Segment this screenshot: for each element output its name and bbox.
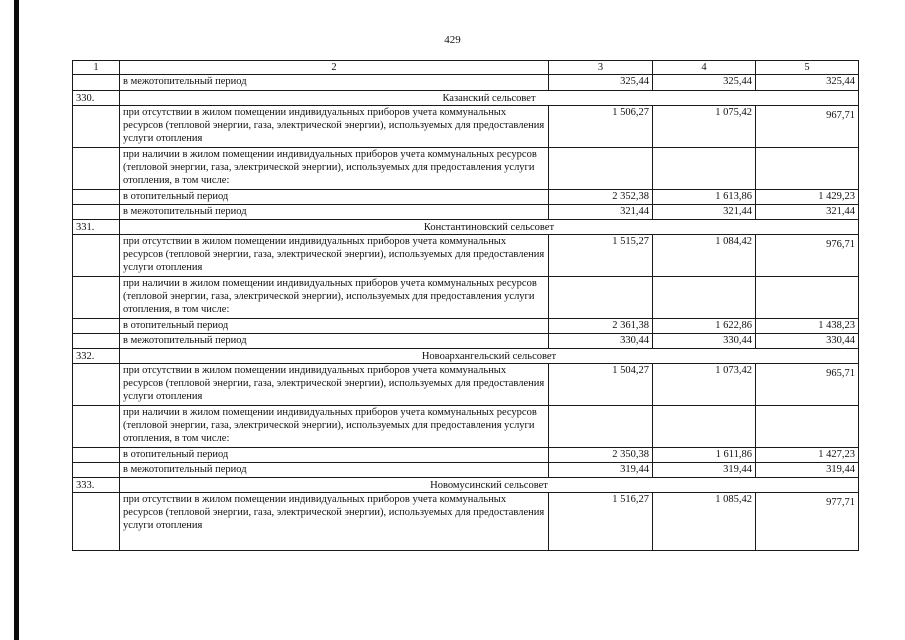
tariff-table (72, 60, 859, 551)
table-row (73, 75, 859, 91)
section-title: Новомусинский сельсовет (120, 478, 859, 493)
value-col-5: 321,44 (756, 205, 859, 220)
section-header-row (73, 478, 859, 493)
section-number: 331. (73, 220, 120, 235)
section-number: 330. (73, 91, 120, 106)
table-row (73, 406, 859, 448)
table-header-row (73, 61, 859, 75)
table-row (73, 205, 859, 220)
value-col-5: 965,71 (756, 364, 859, 406)
section-title: Казанский сельсовет (120, 91, 859, 106)
table-row (73, 493, 859, 551)
table-row (73, 235, 859, 277)
row-label: в межотопительный период (120, 205, 549, 220)
table-row (73, 148, 859, 190)
row-label: в межотопительный период (120, 75, 549, 91)
table-row (73, 448, 859, 463)
value-col-3: 321,44 (549, 205, 653, 220)
table-row (73, 364, 859, 406)
section-header-row (73, 349, 859, 364)
value-col-4: 330,44 (653, 334, 756, 349)
value-col-5: 976,71 (756, 235, 859, 277)
header-col-2: 2 (120, 61, 549, 75)
section-number: 333. (73, 478, 120, 493)
value-col-4: 1 085,42 (653, 493, 756, 551)
row-label: при отсутствии в жилом помещении индивидуальных приборов учета коммунальных ресурсов (тепловой энергии, газа, электрической энергии), используемых для предоставления услуги отопления (120, 235, 549, 277)
value-col-5: 1 429,23 (756, 190, 859, 205)
table-row (73, 319, 859, 334)
value-col-5: 1 427,23 (756, 448, 859, 463)
value-col-3: 319,44 (549, 463, 653, 478)
row-label: при наличии в жилом помещении индивидуальных приборов учета коммунальных ресурсов (тепловой энергии, газа, электрической энергии), используемых для предоставления услуги отопления, в том числе: (120, 277, 549, 319)
value-col-4: 1 075,42 (653, 106, 756, 148)
row-label: при отсутствии в жилом помещении индивидуальных приборов учета коммунальных ресурсов (тепловой энергии, газа, электрической энергии), используемых для предоставления услуги отопления (120, 364, 549, 406)
value-col-3: 330,44 (549, 334, 653, 349)
value-col-4: 1 613,86 (653, 190, 756, 205)
value-col-5: 1 438,23 (756, 319, 859, 334)
value-col-4: 1 622,86 (653, 319, 756, 334)
section-number: 332. (73, 349, 120, 364)
value-col-4: 325,44 (653, 75, 756, 91)
value-col-5: 325,44 (756, 75, 859, 91)
value-col-4: 321,44 (653, 205, 756, 220)
scan-edge-bar (14, 0, 19, 640)
row-label: при наличии в жилом помещении индивидуальных приборов учета коммунальных ресурсов (тепловой энергии, газа, электрической энергии), используемых для предоставления услуги отопления, в том числе: (120, 148, 549, 190)
row-label: при наличии в жилом помещении индивидуальных приборов учета коммунальных ресурсов (тепловой энергии, газа, электрической энергии), используемых для предоставления услуги отопления, в том числе: (120, 406, 549, 448)
value-col-3: 1 515,27 (549, 235, 653, 277)
value-col-3: 2 352,38 (549, 190, 653, 205)
value-col-5: 330,44 (756, 334, 859, 349)
row-label: в отопительный период (120, 448, 549, 463)
row-label: в межотопительный период (120, 334, 549, 349)
section-header-row (73, 91, 859, 106)
section-header-row (73, 220, 859, 235)
table-row (73, 334, 859, 349)
value-col-3: 1 516,27 (549, 493, 653, 551)
value-col-3: 1 506,27 (549, 106, 653, 148)
header-col-3: 3 (549, 61, 653, 75)
value-col-4: 319,44 (653, 463, 756, 478)
row-label: при отсутствии в жилом помещении индивидуальных приборов учета коммунальных ресурсов (тепловой энергии, газа, электрической энергии), используемых для предоставления услуги отопления (120, 106, 549, 148)
value-col-5: 967,71 (756, 106, 859, 148)
value-col-3: 2 350,38 (549, 448, 653, 463)
row-label: при отсутствии в жилом помещении индивидуальных приборов учета коммунальных ресурсов (тепловой энергии, газа, электрической энергии), используемых для предоставления услуги отопления (120, 493, 549, 551)
value-col-5: 319,44 (756, 463, 859, 478)
value-col-5: 977,71 (756, 493, 859, 551)
table-row (73, 106, 859, 148)
row-label: в межотопительный период (120, 463, 549, 478)
table-row (73, 190, 859, 205)
value-col-4: 1 084,42 (653, 235, 756, 277)
table-row (73, 463, 859, 478)
page-number: 429 (444, 34, 461, 46)
header-col-1: 1 (73, 61, 120, 75)
value-col-3: 1 504,27 (549, 364, 653, 406)
value-col-4: 1 073,42 (653, 364, 756, 406)
row-label: в отопительный период (120, 319, 549, 334)
section-title: Новоархангельский сельсовет (120, 349, 859, 364)
value-col-3: 2 361,38 (549, 319, 653, 334)
value-col-3: 325,44 (549, 75, 653, 91)
header-col-4: 4 (653, 61, 756, 75)
value-col-4: 1 611,86 (653, 448, 756, 463)
row-label: в отопительный период (120, 190, 549, 205)
table-row (73, 277, 859, 319)
header-col-5: 5 (756, 61, 859, 75)
section-title: Константиновский сельсовет (120, 220, 859, 235)
